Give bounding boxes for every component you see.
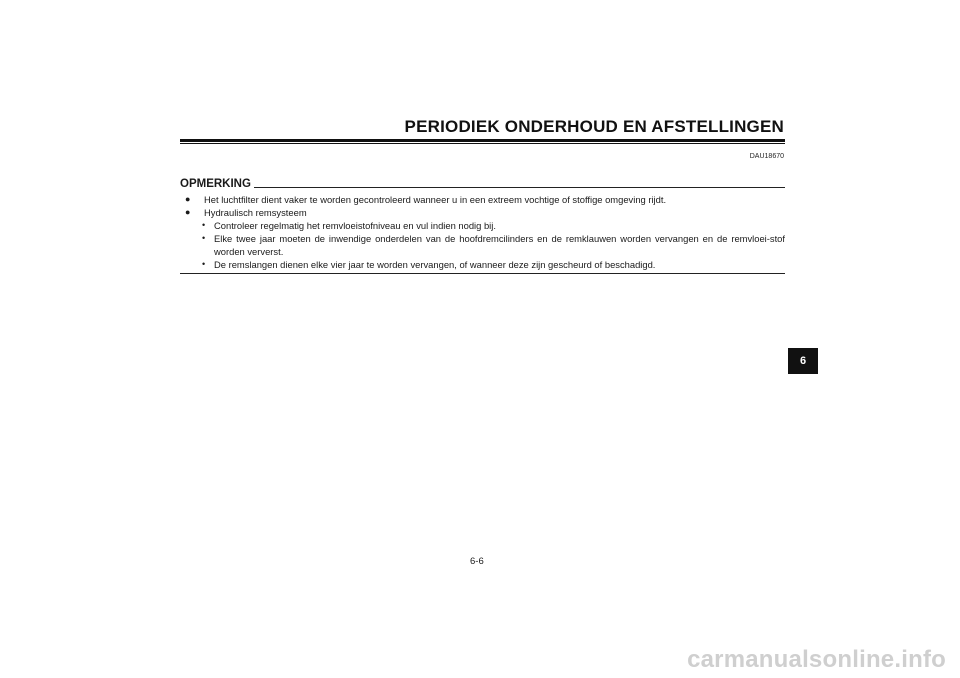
note-heading-row — [180, 178, 785, 190]
sub-list-item — [180, 258, 785, 271]
reference-code: DAU18670 — [749, 153, 784, 160]
note-heading-rule — [254, 187, 785, 188]
bullet-dot-icon: ● — [185, 207, 191, 218]
list-item-text: Hydraulisch remsysteem — [204, 207, 307, 219]
list-item — [180, 206, 785, 219]
watermark: carmanualsonline.info — [687, 646, 946, 673]
note-heading: OPMERKING — [180, 178, 251, 190]
page-title: PERIODIEK ONDERHOUD EN AFSTELLINGEN — [404, 117, 784, 136]
bullet-dot-icon: ● — [185, 194, 191, 204]
bullet-small-icon: • — [202, 259, 206, 270]
bullet-small-icon: • — [202, 220, 206, 231]
sub-list-item — [180, 232, 785, 258]
note-end-rule — [180, 273, 785, 274]
note-body — [180, 193, 785, 272]
header-rule — [180, 139, 785, 142]
list-item-text: Het luchtfilter dient vaker te worden gecontroleerd wanneer u in een extreem vochtige of stoffige omgeving rijdt. — [204, 194, 667, 205]
note-box — [180, 178, 785, 272]
chapter-tab: 6 — [788, 348, 818, 374]
list-item — [180, 193, 785, 206]
header-rule-thin — [180, 143, 785, 144]
bullet-small-icon: • — [202, 233, 206, 244]
sub-list-item-text: Elke twee jaar moeten de inwendige onderdelen van de hoofdremcilinders en de remklauwen worden vervangen en de remvloei-stof worden ververst. — [214, 233, 785, 258]
sub-list-item-text: De remslangen dienen elke vier jaar te worden vervangen, of wanneer deze zijn gescheurd of beschadigd. — [214, 259, 656, 271]
sub-list-item-text: Controleer regelmatig het remvloeistofniveau en vul indien nodig bij. — [214, 220, 496, 232]
sub-list-item — [180, 219, 785, 232]
page-number: 6-6 — [470, 556, 484, 567]
